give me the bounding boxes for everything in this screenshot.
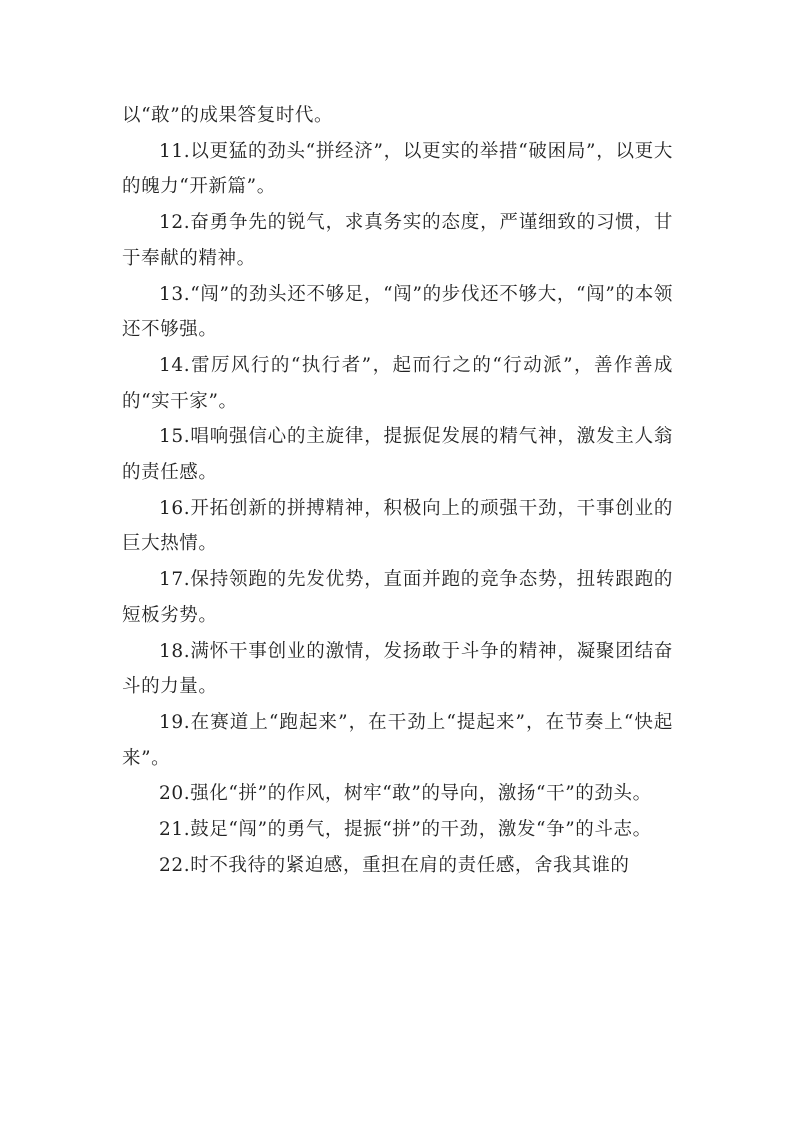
paragraph-item-12: 12.奋勇争先的锐气，求真务实的态度，严谨细致的习惯，甘于奉献的精神。 xyxy=(122,212,673,269)
paragraph-item-13: 13.“闯”的劲头还不够足，“闯”的步伐还不够大，“闯”的本领还不够强。 xyxy=(122,283,673,341)
paragraph-item-22: 22.时不我待的紧迫感，重担在肩的责任感，舍我其谁的 xyxy=(159,854,630,876)
paragraph-item-16: 16.开拓创新的拼搏精神，积极向上的顽强干劲，干事创业的巨大热情。 xyxy=(122,497,673,555)
paragraph-item-17: 17.保持领跑的先发优势，直面并跑的竞争态势，扭转跟跑的短板劣势。 xyxy=(122,569,673,626)
paragraph-item-15: 15.唱响强信心的主旋律，提振促发展的精气神，激发主人翁的责任感。 xyxy=(122,426,673,484)
paragraph-item-20: 20.强化“拼”的作风，树牢“敢”的导向，激扬“干”的劲头。 xyxy=(159,783,652,805)
paragraph-item-14: 14.雷厉风行的“执行者”，起而行之的“行动派”，善作善成的“实干家”。 xyxy=(122,354,673,412)
paragraph-continuation: 以“敢”的成果答复时代。 xyxy=(122,105,334,126)
paragraph-item-18: 18.满怀干事创业的激情，发扬敢于斗争的精神，凝聚团结奋斗的力量。 xyxy=(122,640,673,698)
paragraph-item-19: 19.在赛道上“跑起来”，在干劲上“提起来”，在节奏上“快起来”。 xyxy=(122,711,673,769)
paragraph-item-21: 21.鼓足“闯”的勇气，提振“拼”的干劲，激发“争”的斗志。 xyxy=(159,819,652,841)
paragraph-item-11: 11.以更猛的劲头“拼经济”，以更实的举措“破困局”，以更大的魄力“开新篇”。 xyxy=(122,140,673,198)
document-body xyxy=(122,98,673,883)
